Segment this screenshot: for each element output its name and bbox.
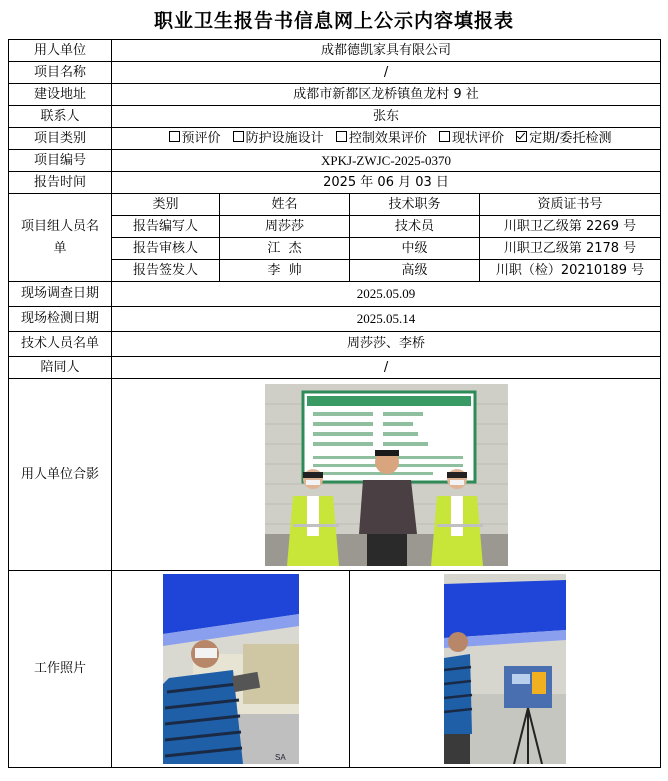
category-option[interactable] [161,131,221,146]
value-project-no: XPKJ-ZWJC-2025-0370 [112,150,661,172]
work-photo-1 [163,574,299,764]
label-survey-date: 现场调查日期 [9,282,112,307]
category-options [112,128,661,150]
team-cell: 高级 [350,260,480,282]
form-table [8,39,661,768]
team-cell: 川职（检）20210189 号 [480,260,661,282]
team-cell: 川职卫乙级第 2269 号 [480,216,661,238]
checkbox-icon[interactable] [439,131,450,142]
value-unit: 成都德凯家具有限公司 [112,40,661,62]
category-option[interactable] [431,131,504,146]
work-photo-cell-2 [350,571,661,768]
checked-checkbox-icon[interactable] [516,131,527,142]
label-report-time: 报告时间 [9,172,112,194]
team-header: 类别 [112,194,220,216]
checkbox-icon[interactable] [233,131,244,142]
category-option-label: 控制效果评价 [348,130,427,146]
label-tech-staff: 技术人员名单 [9,332,112,357]
category-option-label: 现状评价 [451,130,504,146]
category-option[interactable] [328,131,427,146]
value-report-time: 2025 年 06 月 03 日 [112,172,661,194]
value-test-date: 2025.05.14 [112,307,661,332]
value-contact: 张东 [112,106,661,128]
team-cell: 报告签发人 [112,260,220,282]
group-photo [265,384,508,566]
team-cell: 川职卫乙级第 2178 号 [480,238,661,260]
label-category: 项目类别 [9,128,112,150]
category-option-label: 防护设施设计 [245,130,324,146]
team-header: 资质证书号 [480,194,661,216]
checkbox-icon[interactable] [169,131,180,142]
team-header: 技术职务 [350,194,480,216]
label-work-photos: 工作照片 [9,571,112,768]
team-cell: 李 帅 [220,260,350,282]
team-cell: 报告审核人 [112,238,220,260]
label-address: 建设地址 [9,84,112,106]
label-project-no: 项目编号 [9,150,112,172]
work-photo-2 [444,574,566,764]
team-cell: 中级 [350,238,480,260]
value-tech-staff: 周莎莎、李桥 [112,332,661,357]
category-option[interactable] [508,131,611,146]
label-project-name: 项目名称 [9,62,112,84]
form-title: 职业卫生报告书信息网上公示内容填报表 [153,10,514,32]
group-photo-cell [112,379,661,571]
label-test-date: 现场检测日期 [9,307,112,332]
value-address: 成都市新都区龙桥镇鱼龙村 9 社 [112,84,661,106]
svg-text:SA: SA [274,753,286,762]
checkbox-icon[interactable] [336,131,347,142]
team-cell: 周莎莎 [220,216,350,238]
label-contact: 联系人 [9,106,112,128]
category-option[interactable] [225,131,324,146]
team-cell: 江 杰 [220,238,350,260]
label-unit: 用人单位 [9,40,112,62]
label-team: 项目组人员名单 [9,194,112,282]
value-project-name: / [112,62,661,84]
value-survey-date: 2025.05.09 [112,282,661,307]
label-accompany: 陪同人 [9,357,112,379]
team-cell: 报告编写人 [112,216,220,238]
value-accompany: / [112,357,661,379]
label-group-photo: 用人单位合影 [9,379,112,571]
team-header: 姓名 [220,194,350,216]
work-photo-cell-1 [112,571,350,768]
team-cell: 技术员 [350,216,480,238]
category-option-label: 预评价 [181,130,221,146]
category-option-label: 定期/委托检测 [529,130,612,146]
